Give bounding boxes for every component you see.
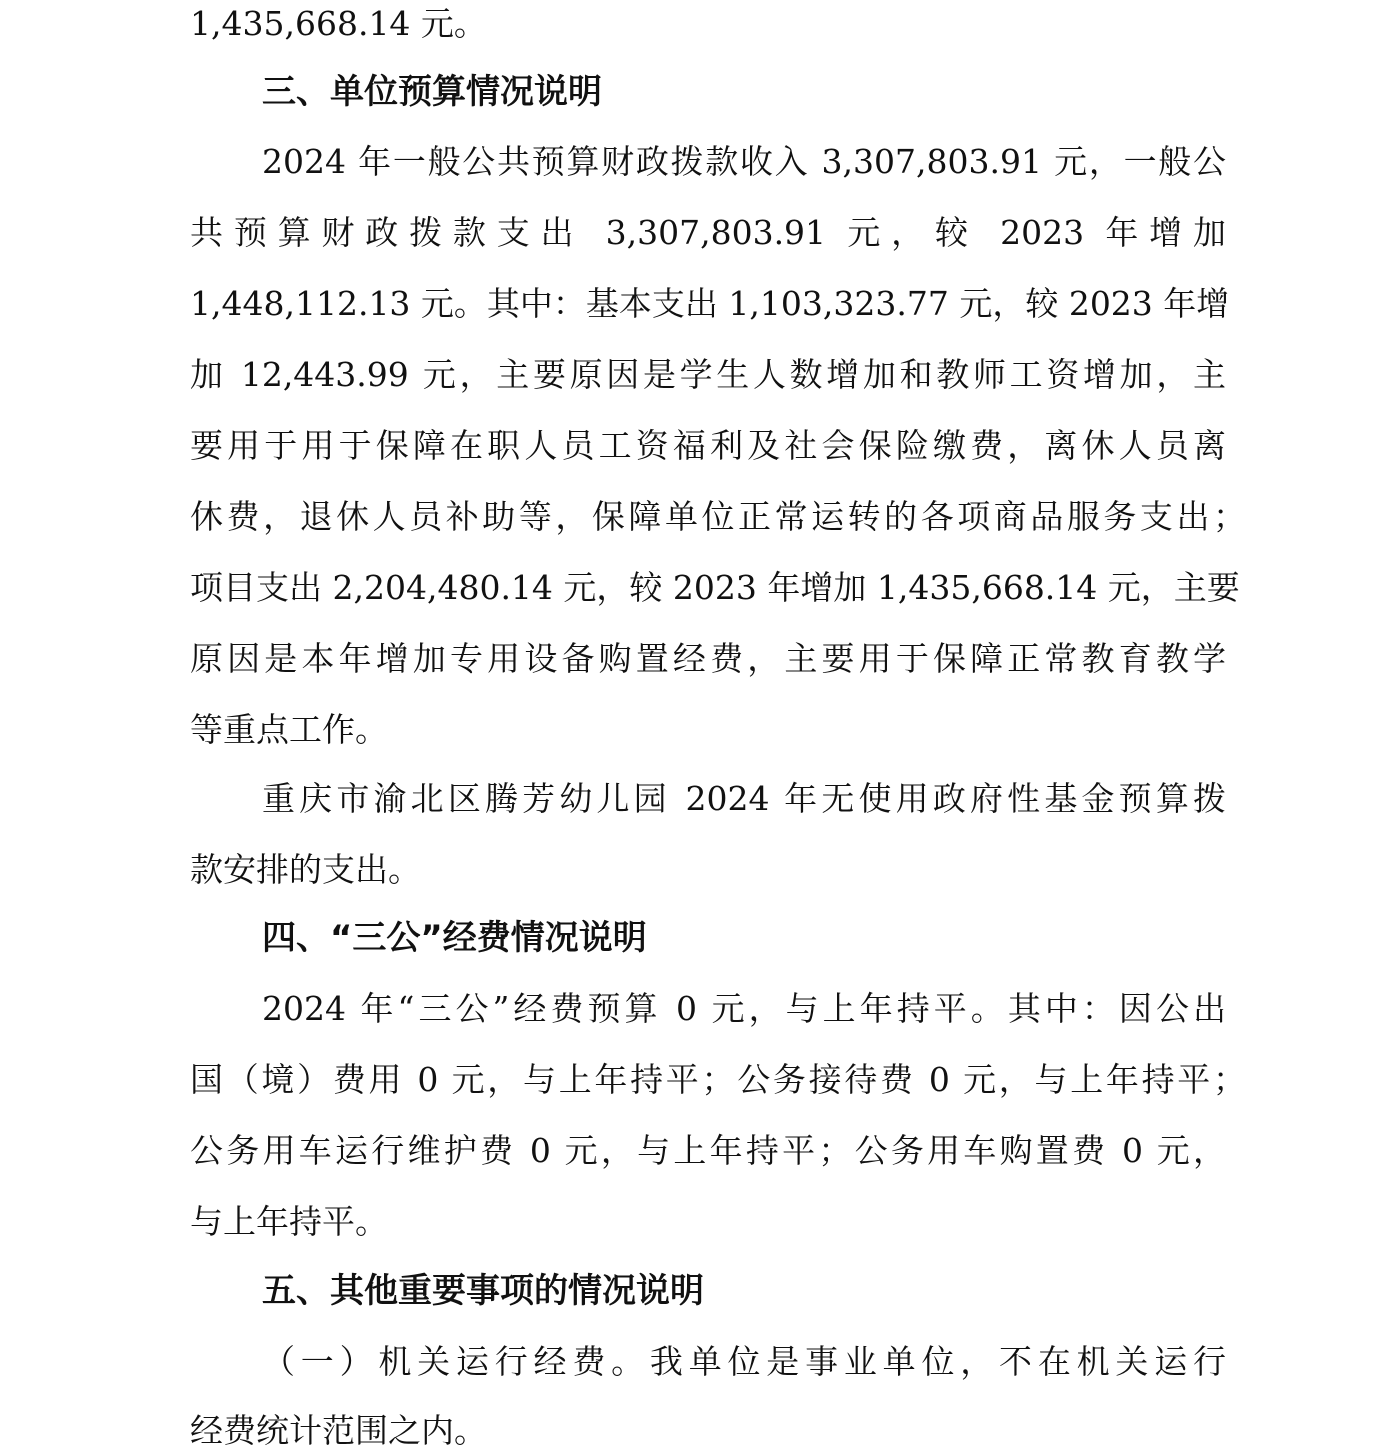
text-line-7: 要用于用于保障在职人员工资福利及社会保险缴费，离休人员离 — [190, 426, 1226, 465]
text-line-12: 重庆市渝北区腾芳幼儿园 2024 年无使用政府性基金预算拨 — [262, 779, 1226, 818]
section-heading-3: 三、单位预算情况说明 — [262, 72, 602, 112]
text-line-3: 2024 年一般公共预算财政拨款收入 3,307,803.91 元，一般公 — [262, 142, 1226, 181]
text-line-6: 加 12,443.99 元，主要原因是学生人数增加和教师工资增加，主 — [190, 355, 1226, 394]
text-line-17: 公务用车运行维护费 0 元，与上年持平；公务用车购置费 0 元， — [190, 1131, 1226, 1170]
text-line-18: 与上年持平。 — [190, 1202, 388, 1241]
text-line-15: 2024 年“三公”经费预算 0 元，与上年持平。其中：因公出 — [262, 989, 1226, 1028]
text-line-5: 1,448,112.13 元。其中：基本支出 1,103,323.77 元，较 2023 年增 — [190, 284, 1230, 323]
text-line-16: 国（境）费用 0 元，与上年持平；公务接待费 0 元，与上年持平； — [190, 1060, 1246, 1099]
text-line-4: 共预算财政拨款支出 3,307,803.91 元，较 2023 年增加 — [190, 213, 1226, 252]
text-line-8: 休费，退休人员补助等，保障单位正常运转的各项商品服务支出； — [190, 497, 1246, 536]
text-line-21: 经费统计范围之内。 — [190, 1411, 487, 1450]
section-heading-4: 四、“三公”经费情况说明 — [262, 918, 647, 958]
text-line-11: 等重点工作。 — [190, 710, 388, 749]
text-line-10: 原因是本年增加专用设备购置经费，主要用于保障正常教育教学 — [190, 639, 1226, 678]
section-heading-5: 五、其他重要事项的情况说明 — [262, 1271, 704, 1311]
text-line-20: （一）机关运行经费。我单位是事业单位，不在机关运行 — [262, 1342, 1226, 1381]
text-line-1: 1,435,668.14 元。 — [190, 4, 487, 43]
document-page — [190, 0, 1246, 1453]
text-line-13: 款安排的支出。 — [190, 850, 421, 889]
text-line-9: 项目支出 2,204,480.14 元，较 2023 年增加 1,435,668.14 元，主要 — [190, 568, 1240, 607]
